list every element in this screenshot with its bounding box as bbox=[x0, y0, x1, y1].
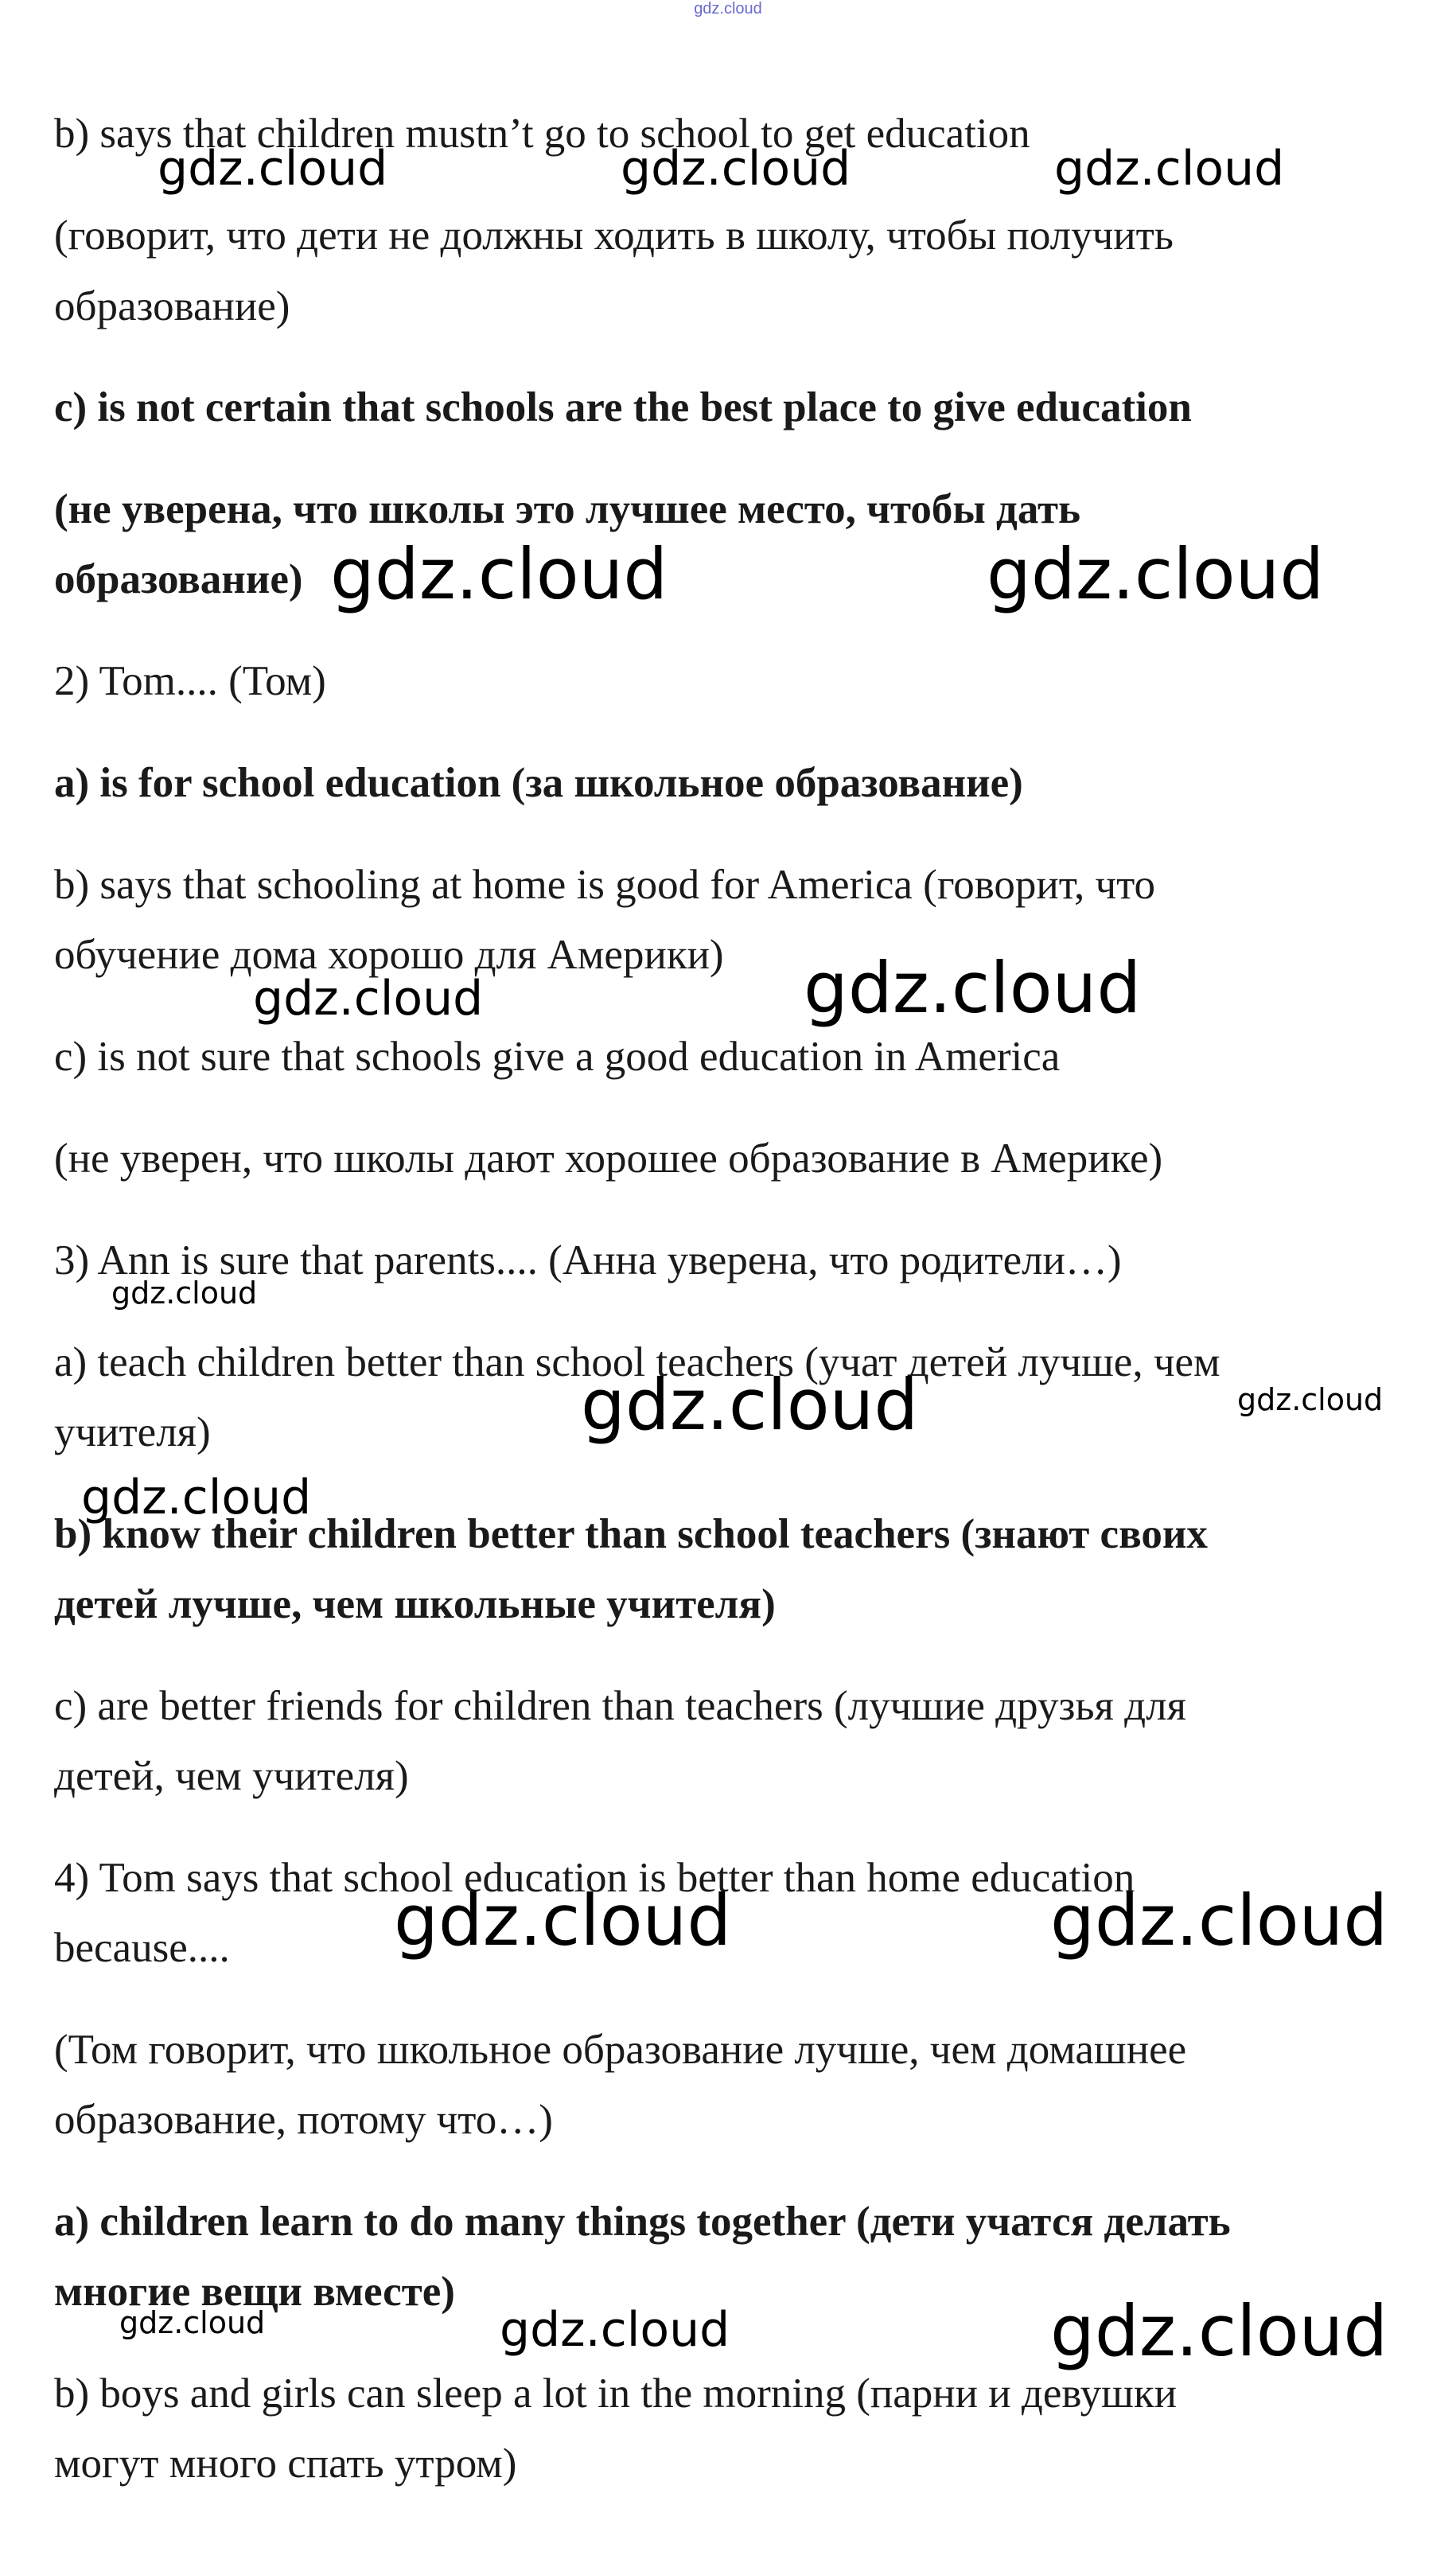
watermark: gdz.cloud bbox=[1050, 1879, 1388, 1961]
top-watermark: gdz.cloud bbox=[694, 0, 762, 18]
watermark: gdz.cloud bbox=[621, 141, 851, 197]
watermark: gdz.cloud bbox=[1050, 2290, 1388, 2372]
text-line: образование) bbox=[54, 283, 290, 329]
text-line: 2) Tom.... (Том) bbox=[54, 658, 326, 704]
text-line: a) children learn to do many things together (дети учатся делать bbox=[54, 2199, 1231, 2245]
watermark: gdz.cloud bbox=[500, 2302, 730, 2358]
watermark: gdz.cloud bbox=[158, 141, 388, 197]
text-line: c) is not certain that schools are the best place to give education bbox=[54, 384, 1192, 430]
text-line: b) boys and girls can sleep a lot in the morning (парни и девушки bbox=[54, 2370, 1178, 2417]
text-line: c) is not sure that schools give a good education in America bbox=[54, 1034, 1061, 1080]
text-line: обучение дома хорошо для Америки) bbox=[54, 932, 724, 978]
text-line: a) is for school education (за школьное образование) bbox=[54, 760, 1023, 806]
text-line: because.... bbox=[54, 1925, 230, 1971]
text-line: учителя) bbox=[54, 1409, 211, 1455]
text-line: b) says that schooling at home is good for America (говорит, что bbox=[54, 862, 1156, 908]
watermark: gdz.cloud bbox=[81, 1470, 312, 1525]
text-line: 4) Tom says that school education is better than home education bbox=[54, 1855, 1135, 1901]
text-line: b) says that children mustn’t go to school to get education bbox=[54, 111, 1030, 157]
watermark: gdz.cloud bbox=[987, 533, 1325, 615]
watermark: gdz.cloud bbox=[253, 971, 484, 1026]
text-line: образование) bbox=[54, 556, 303, 602]
text-line: a) teach children better than school teachers (учат детей лучше, чем bbox=[54, 1339, 1220, 1385]
text-line: (Том говорит, что школьное образование лучше, чем домашнее bbox=[54, 2027, 1187, 2073]
text-line: детей, чем учителя) bbox=[54, 1753, 409, 1799]
watermark: gdz.cloud bbox=[581, 1364, 919, 1446]
watermark: gdz.cloud bbox=[1054, 141, 1285, 197]
text-line: детей лучше, чем школьные учителя) bbox=[54, 1581, 776, 1627]
watermark: gdz.cloud bbox=[111, 1276, 258, 1311]
watermark: gdz.cloud bbox=[1237, 1382, 1384, 1417]
text-line: (не уверена, что школы это лучшее место, чтобы дать bbox=[54, 486, 1081, 532]
text-line: многие вещи вместе) bbox=[54, 2269, 455, 2315]
text-line: (не уверен, что школы дают хорошее образование в Америке) bbox=[54, 1135, 1163, 1182]
text-line: 3) Ann is sure that parents.... (Анна уверена, что родители…) bbox=[54, 1237, 1122, 1284]
watermark: gdz.cloud bbox=[119, 2305, 266, 2340]
text-line: (говорит, что дети не должны ходить в школу, чтобы получить bbox=[54, 212, 1174, 259]
text-line: образование, потому что…) bbox=[54, 2097, 553, 2143]
text-line: c) are better friends for children than teachers (лучшие друзья для bbox=[54, 1683, 1186, 1729]
watermark: gdz.cloud bbox=[394, 1879, 732, 1961]
text-line: могут много спать утром) bbox=[54, 2440, 517, 2487]
text-line: b) know their children better than school teachers (знают своих bbox=[54, 1511, 1208, 1557]
watermark: gdz.cloud bbox=[330, 533, 668, 615]
watermark: gdz.cloud bbox=[804, 947, 1142, 1029]
